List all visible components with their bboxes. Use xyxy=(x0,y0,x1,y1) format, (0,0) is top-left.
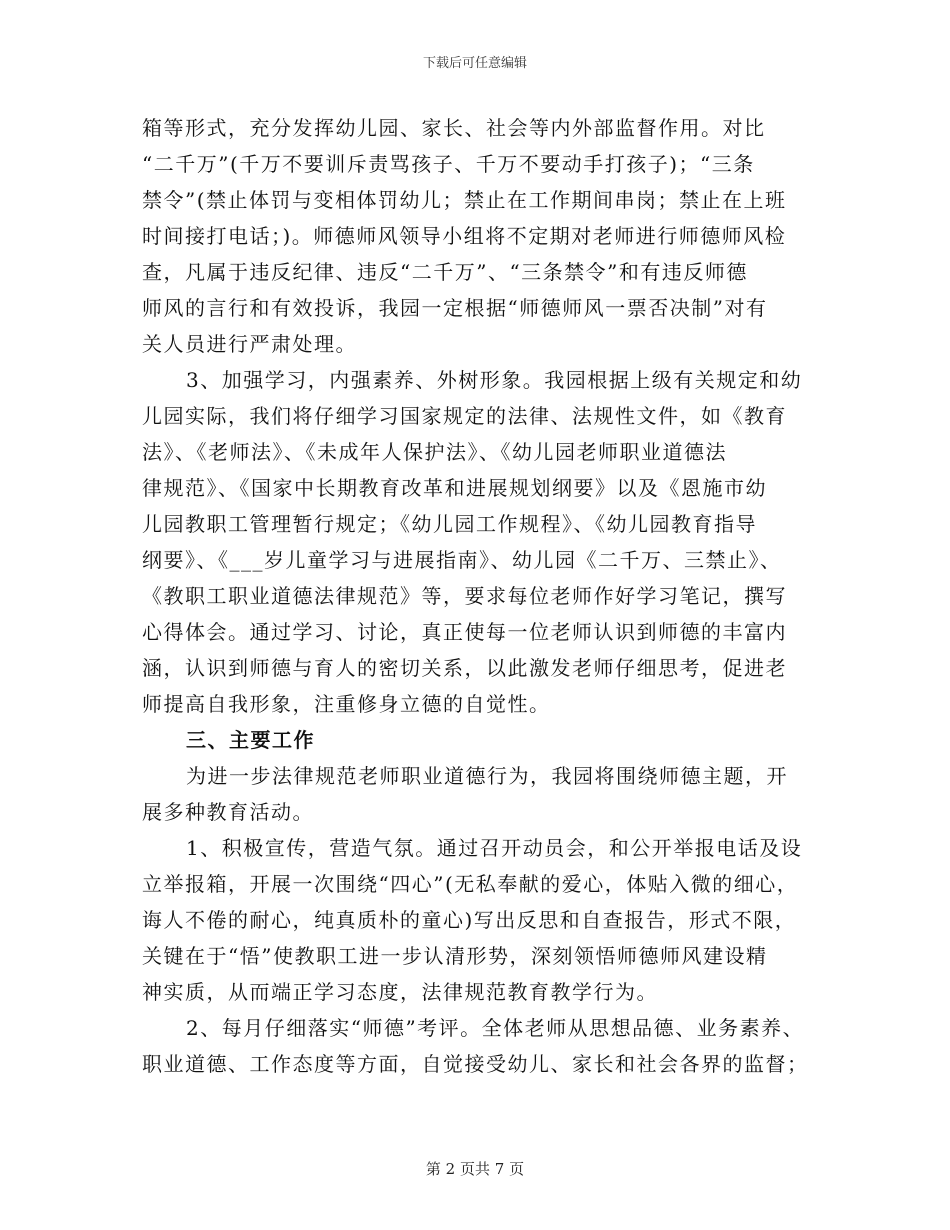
paragraph-line: 师提高自我形象，注重修身立德的自觉性。 xyxy=(142,692,551,716)
paragraph-line: 展多种教育活动。 xyxy=(142,800,314,824)
paragraph-line: 法》、《老师法》、《未成年人保护法》、《幼儿园老师职业道德法 xyxy=(142,440,727,464)
paragraph-line: 诲人不倦的耐心，纯真质朴的童心)写出反思和自查报告，形式不限， xyxy=(142,908,797,932)
paragraph-line: 师风的言行和有效投诉，我园一定根据“师德师风一票否决制”对有 xyxy=(142,296,768,320)
paragraph-line: 3、加强学习，内强素养、外树形象。我园根据上级有关规定和幼 xyxy=(186,368,803,392)
page-number: 第 2 页共 7 页 xyxy=(425,1160,525,1178)
paragraph-line: 《教职工职业道德法律规范》等，要求每位老师作好学习笔记，撰写 xyxy=(142,584,787,608)
document-body xyxy=(142,110,822,1082)
paragraph-line: 纲要》、《___岁儿童学习与进展指南》、幼儿园《二千万、三禁止》、 xyxy=(142,548,782,572)
paragraph-line: 关键在于“悟”使教职工进一步认清形势，深刻领悟师德师风建设精 xyxy=(142,944,768,968)
paragraph-line: 查，凡属于违反纪律、违反“二千万”、“三条禁令”和有违反师德 xyxy=(142,260,748,284)
paragraph-line: 神实质，从而端正学习态度，法律规范教育教学行为。 xyxy=(142,980,658,1004)
paragraph-line: 为进一步法律规范老师职业道德行为，我园将围绕师德主题，开 xyxy=(186,764,788,788)
paragraph-line: 1、积极宣传，营造气氛。通过召开动员会，和公开举报电话及设 xyxy=(186,836,803,860)
paragraph-line: 时间接打电话；)。师德师风领导小组将不定期对老师进行师德师风检 xyxy=(142,224,787,248)
section-heading: 三、主要工作 xyxy=(186,728,315,752)
paragraph-line: 箱等形式，充分发挥幼儿园、家长、社会等内外部监督作用。对比 xyxy=(142,116,766,140)
page-header: 下载后可任意编辑 xyxy=(422,56,527,71)
paragraph-line: 儿园教职工管理暂行规定；《幼儿园工作规程》、《幼儿园教育指导 xyxy=(142,512,757,536)
paragraph-line: 禁令”(禁止体罚与变相体罚幼儿；禁止在工作期间串岗；禁止在上班 xyxy=(142,188,787,212)
paragraph-line: 律规范》、《国家中长期教育改革和进展规划纲要》以及《恩施市幼 xyxy=(142,476,767,500)
paragraph-line: 儿园实际，我们将仔细学习国家规定的法律、法规性文件，如《教育 xyxy=(142,404,787,428)
paragraph-line: 职业道德、工作态度等方面，自觉接受幼儿、家长和社会各界的监督； xyxy=(142,1052,809,1076)
paragraph-line: 关人员进行严肃处理。 xyxy=(142,332,357,356)
paragraph-line: 立举报箱，开展一次围绕“四心”(无私奉献的爱心，体贴入微的细心， xyxy=(142,872,799,896)
paragraph-line: 涵，认识到师德与育人的密切关系，以此激发老师仔细思考，促进老 xyxy=(142,656,787,680)
paragraph-line: 2、每月仔细落实“师德”考评。全体老师从思想品德、业务素养、 xyxy=(186,1016,805,1040)
paragraph-line: 心得体会。通过学习、讨论，真正使每一位老师认识到师德的丰富内 xyxy=(142,620,787,644)
paragraph-line: “二千万”(千万不要训斥责骂孩子、千万不要动手打孩子)；“三条 xyxy=(142,152,755,176)
